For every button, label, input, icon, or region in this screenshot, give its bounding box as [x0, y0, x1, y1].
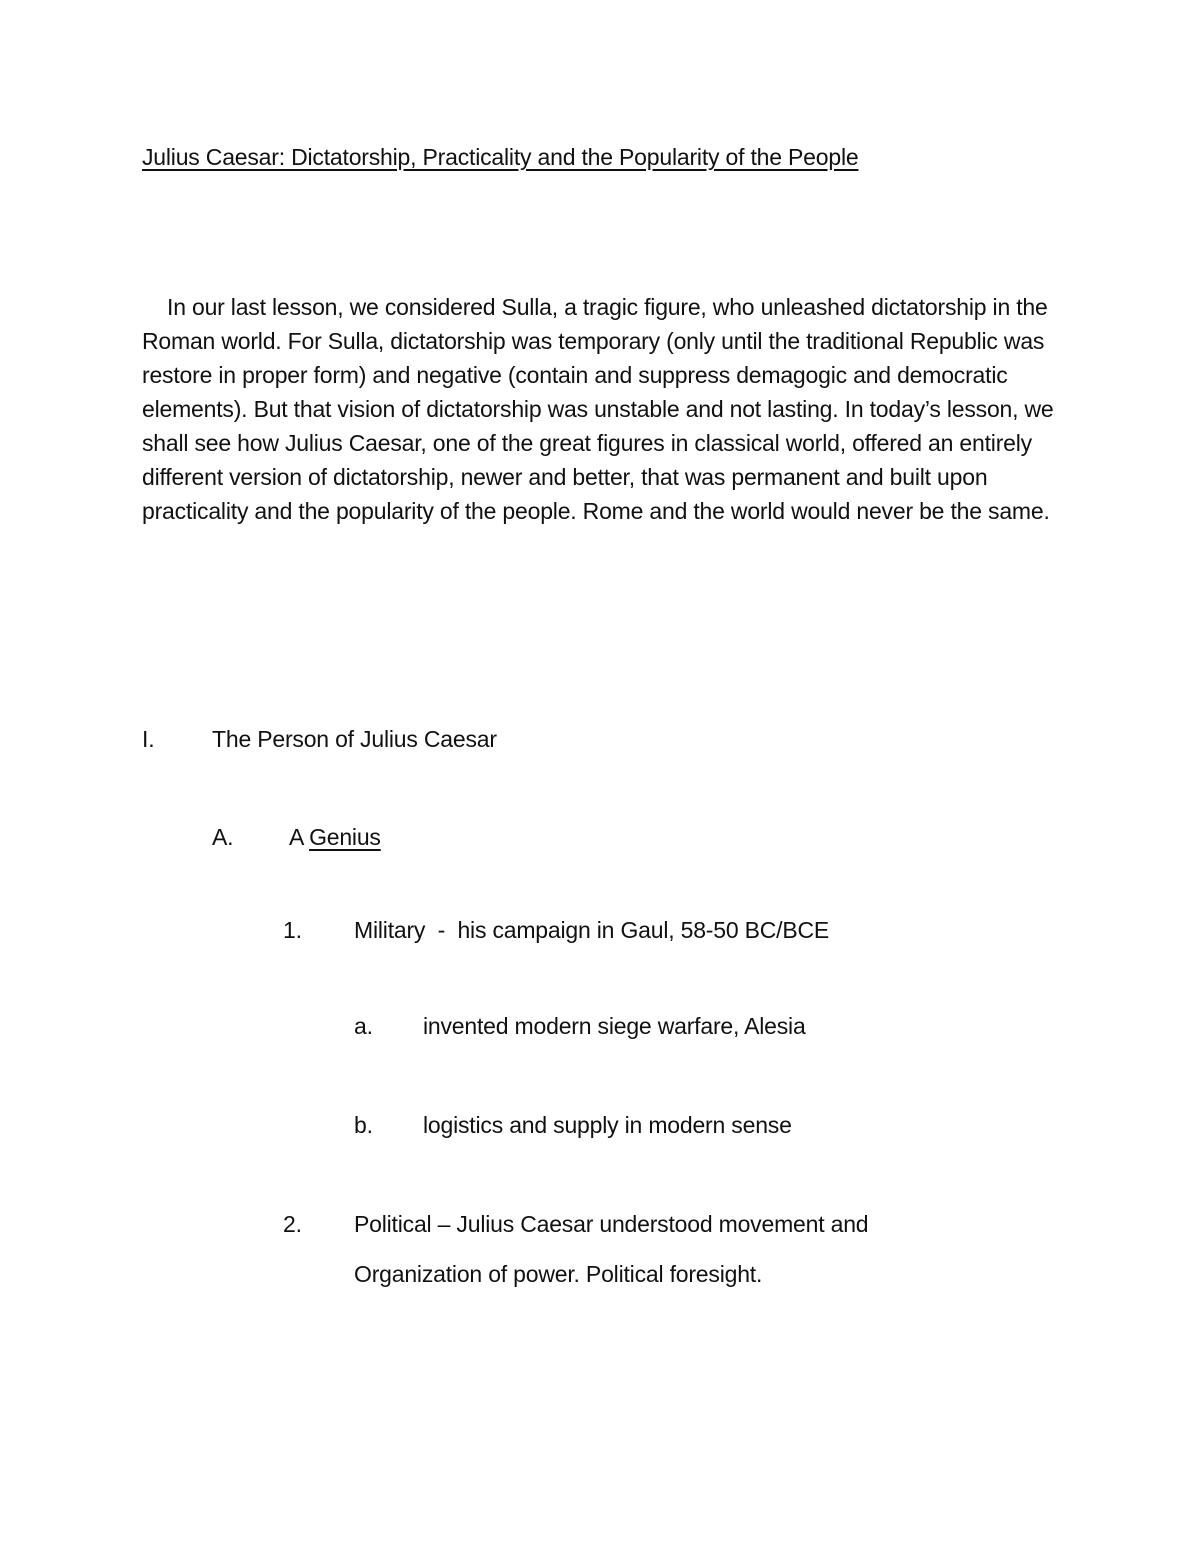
outline-marker: 2. — [283, 1211, 302, 1237]
outline-text: invented modern siege warfare, Alesia — [423, 1013, 806, 1039]
outline-text: Military - his campaign in Gaul, 58-50 BC/BCE — [354, 917, 830, 943]
outline-text-underlined: Genius — [309, 824, 381, 850]
outline-text-line-2: Organization of power. Political foresight. — [354, 1261, 763, 1287]
outline-marker: a. — [354, 1013, 373, 1039]
intro-paragraph: In our last lesson, we considered Sulla, a tragic figure, who unleashed dictatorship in the Roman world. For Sulla, dictatorship was temporary (only until the traditional Republic was restore in proper form) and negative (contain and suppress demagogic and democratic elements). But that vision of dictatorship was unstable and not lasting. In today’s lesson, we shall see how Julius Caesar, one of the great figures in classical world, offered an entirely different version of dictatorship, newer and better, that was permanent and built upon practicality and the popularity of the people. Rome and the world would never be the same. — [142, 294, 1054, 524]
outline-marker: b. — [354, 1112, 373, 1138]
outline-text: The Person of Julius Caesar — [212, 726, 497, 752]
outline-text-line-1: Political – Julius Caesar understood movement and — [354, 1211, 869, 1237]
outline-marker: 1. — [283, 917, 302, 943]
outline-text — [289, 822, 381, 852]
outline-text: logistics and supply in modern sense — [423, 1112, 792, 1138]
outline-text-prefix: A — [289, 824, 310, 850]
outline-marker: I. — [142, 726, 155, 752]
document-title: Julius Caesar: Dictatorship, Practicality and the Popularity of the People — [142, 144, 859, 170]
outline-marker: A. — [212, 824, 234, 850]
